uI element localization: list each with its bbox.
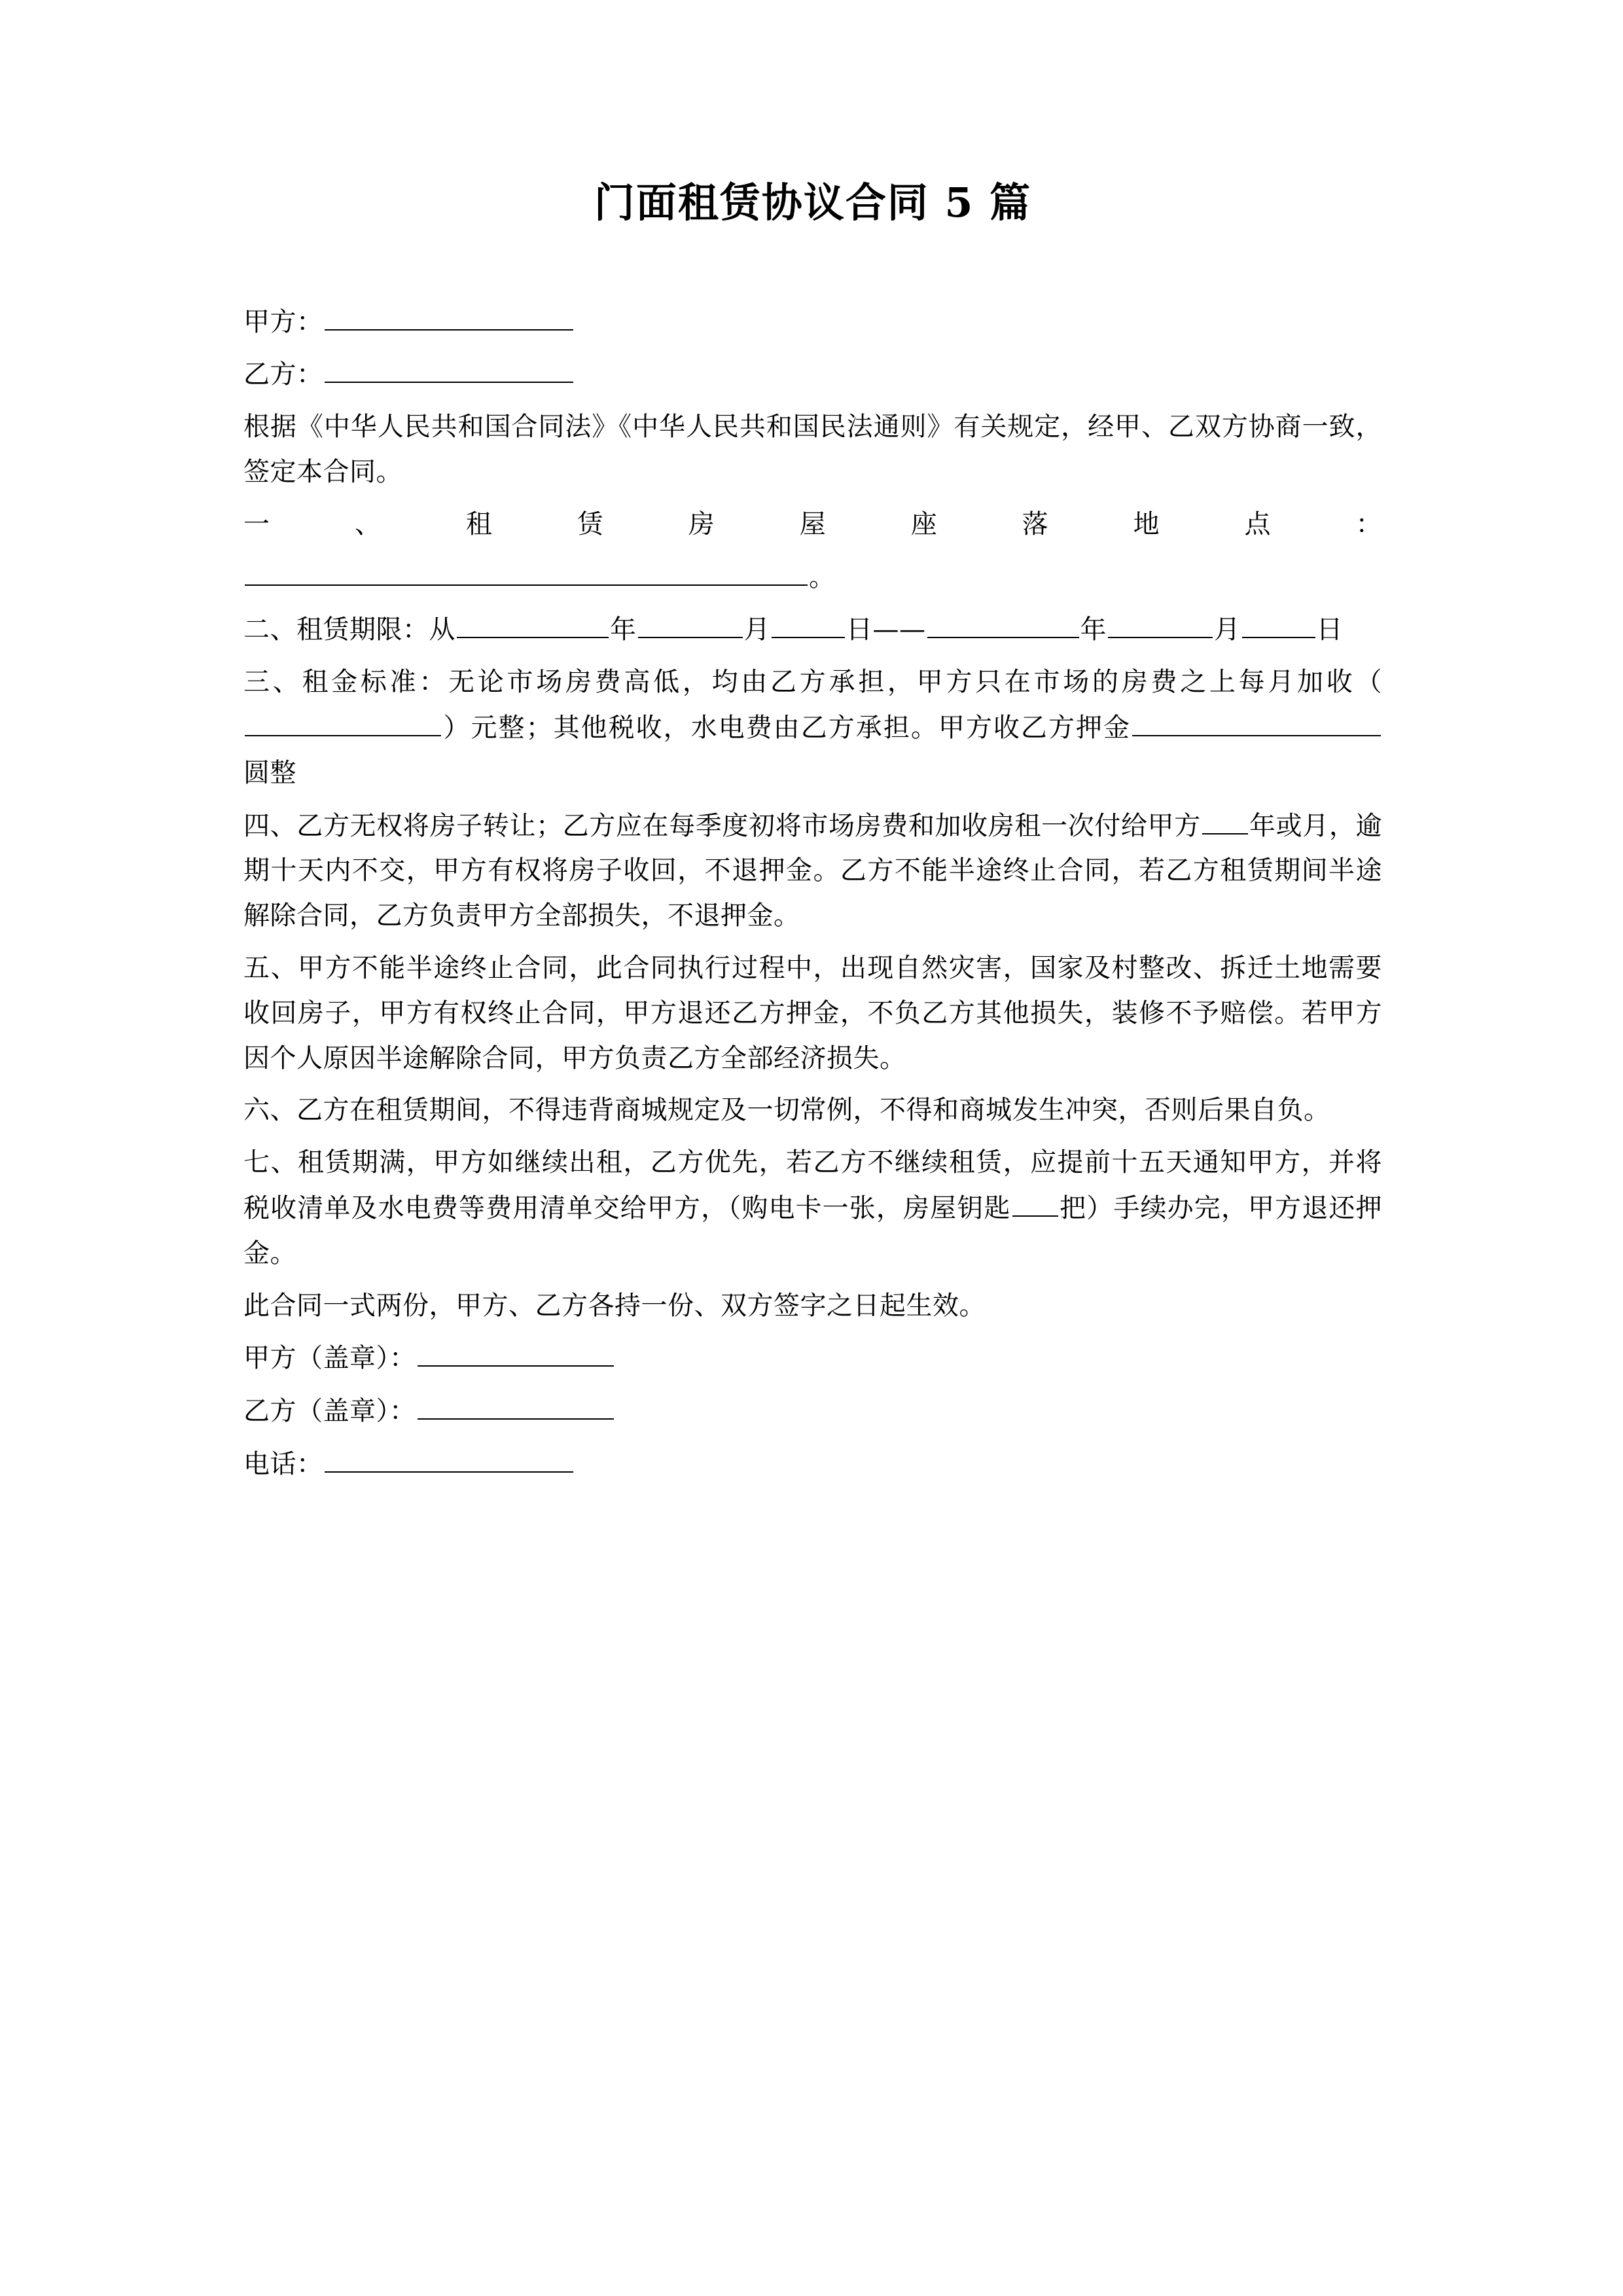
clause-7-text-b: 把）手续办完，甲方退还押金。 — [243, 1193, 1383, 1268]
party-a-seal-line — [243, 1335, 1382, 1381]
party-a-label: 甲方： — [243, 306, 323, 337]
clause-5-paragraph: 五、甲方不能半途终止合同，此合同执行过程中，出现自然灾害，国家及村整改、拆迁土地需要收回房子，甲方有权终止合同，甲方退还乙方押金，不负乙方其他损失，装修不予赔偿。若甲方因个人原因半途解除合同，甲方负责乙方全部经济损失。 — [243, 952, 1382, 1073]
clause-2-end-year-blank[interactable] — [927, 607, 1079, 638]
party-a-field-line — [243, 299, 1382, 345]
party-b-field-line — [243, 351, 1382, 397]
clause-2-paragraph — [243, 607, 1382, 653]
clause-4-text-a: 四、乙方无权将房子转让；乙方应在每季度初将市场房费和加收房租一次付给甲方 — [243, 810, 1201, 841]
party-a-seal-blank[interactable] — [418, 1335, 614, 1367]
clause-4-paragraph — [243, 803, 1382, 939]
party-b-seal-label: 乙方（盖章）： — [243, 1396, 416, 1427]
clause-2-start-day-blank[interactable] — [772, 607, 845, 638]
clause-2-text-c: 月 — [743, 615, 770, 645]
clause-2-text-a: 二、租赁期限：从 — [243, 615, 455, 645]
clause-2-text-g: 日 — [1316, 615, 1343, 645]
clause-1-blank-line — [243, 554, 1382, 600]
clause-2-text-f: 月 — [1214, 615, 1241, 645]
party-a-blank[interactable] — [325, 299, 573, 331]
party-b-seal-blank[interactable] — [418, 1388, 614, 1420]
clause-3-paragraph — [243, 660, 1382, 795]
clause-2-text-d: 日—— — [846, 615, 926, 645]
clause-7-key-count-blank[interactable] — [1012, 1185, 1058, 1217]
clause-2-end-month-blank[interactable] — [1108, 607, 1213, 638]
clause-3-deposit-blank[interactable] — [1132, 705, 1381, 736]
clause-3-text-b: ）元整；其他税收，水电费由乙方承担。甲方收乙方押金 — [442, 712, 1131, 743]
party-b-seal-line — [243, 1388, 1382, 1434]
closing-paragraph: 此合同一式两份，甲方、乙方各持一份、双方签字之日起生效。 — [243, 1290, 986, 1321]
clause-3-amount-blank[interactable] — [245, 705, 441, 736]
phone-label: 电话： — [243, 1448, 323, 1479]
clause-1-address-blank[interactable] — [245, 554, 808, 586]
clause-4-text-b: 年或月，逾期十天内不交，甲方有权将房子收回，不退押金。乙方不能半途终止合同，若乙方租赁期间半途解除合同，乙方负责甲方全部损失，不退押金。 — [243, 810, 1382, 931]
clause-1-tail: 。 — [809, 562, 836, 592]
party-b-blank[interactable] — [325, 351, 573, 383]
page-title: 门面租赁协议合同 5 篇 — [594, 179, 1032, 226]
clause-6-paragraph: 六、乙方在租赁期间，不得违背商城规定及一切常例，不得和商城发生冲突，否则后果自负。 — [243, 1095, 1330, 1126]
clause-2-end-day-blank[interactable] — [1242, 607, 1315, 638]
phone-line — [243, 1441, 1382, 1487]
clause-3-text-c: 圆整 — [243, 757, 296, 788]
clause-7-text-a: 七、租赁期满，甲方如继续出租，乙方优先，若乙方不继续租赁，应提前十五天通知甲方，并将税收清单及水电费等费用清单交给甲方，（购电卡一张，房屋钥匙 — [243, 1147, 1382, 1223]
party-b-label: 乙方： — [243, 359, 323, 390]
document-body — [243, 177, 1382, 1494]
clause-2-start-year-blank[interactable] — [457, 607, 609, 638]
clause-1-heading: 一、租赁房屋座落地点： — [243, 509, 1382, 539]
clause-2-text-e: 年 — [1080, 615, 1107, 645]
clause-2-text-b: 年 — [610, 615, 637, 645]
clause-4-period-blank[interactable] — [1202, 803, 1248, 834]
clause-3-text-a: 三、租金标准：无论市场房费高低，均由乙方承担，甲方只在市场的房费之上每月加收（ — [243, 667, 1382, 698]
phone-blank[interactable] — [325, 1441, 573, 1473]
clause-7-paragraph — [243, 1140, 1382, 1276]
clause-2-start-month-blank[interactable] — [638, 607, 743, 638]
preamble-paragraph: 根据《中华人民共和国合同法》《中华人民共和国民法通则》有关规定，经甲、乙双方协商一致，签定本合同。 — [243, 412, 1382, 487]
party-a-seal-label: 甲方（盖章）： — [243, 1343, 416, 1374]
